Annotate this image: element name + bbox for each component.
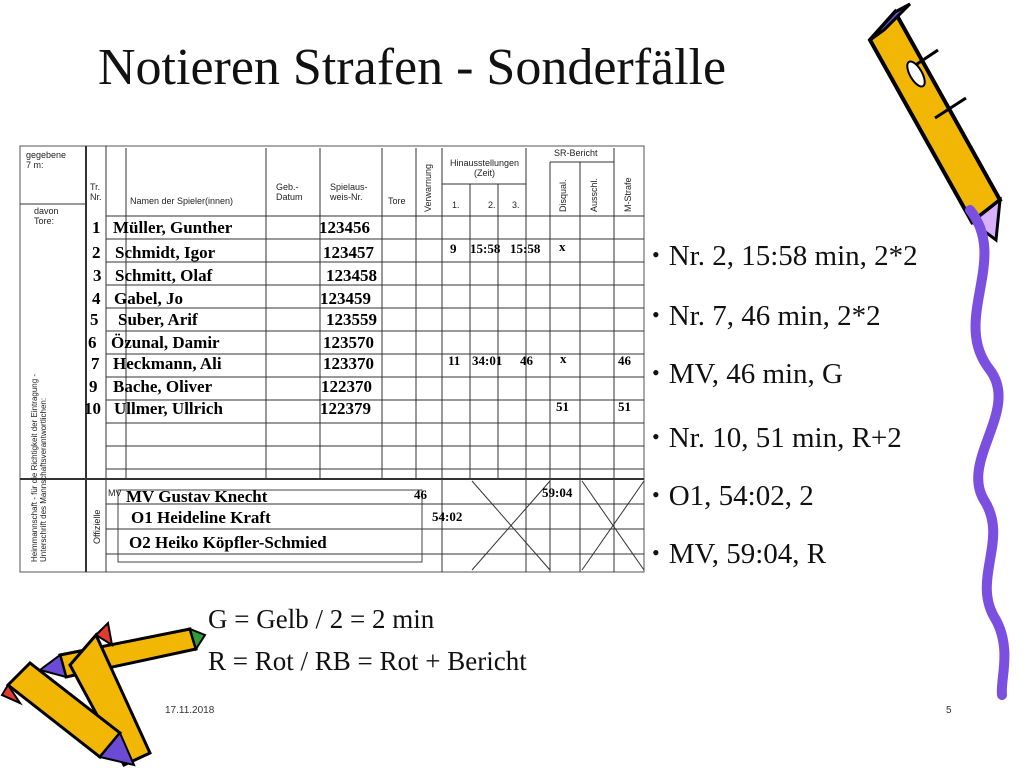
player-pass: 123457 [323,243,374,262]
official-o1: O1 Heideline Kraft [131,508,271,527]
header-geb-datum: Geb.- Datum [276,182,303,203]
header-h3: 3. [512,200,520,210]
player-nr: 2 [92,243,101,262]
header-tr-nr: Tr. Nr. [90,182,102,203]
player-nr: 4 [92,289,101,308]
bullet-item: • MV, 46 min, G [652,360,843,389]
player-pass: 122379 [320,399,371,418]
bullet-item: • MV, 59:04, R [652,540,826,569]
header-disqual: Disqual. [558,179,568,212]
player-pass: 123459 [320,289,371,308]
entry-r2-h2: 15:58 [510,241,541,256]
player-pass: 123458 [326,266,377,285]
bullet-item: • Nr. 2, 15:58 min, 2*2 [652,242,918,271]
bullet-item: • O1, 54:02, 2 [652,482,814,511]
header-h2: 2. [488,200,496,210]
header-h1: 1. [452,200,460,210]
footer-page-number: 5 [946,705,952,716]
slide-title: Notieren Strafen - Sonderfälle [98,39,727,96]
player-name: Bache, Oliver [113,377,213,396]
official-o2: O2 Heiko Köpfler-Schmied [129,533,327,552]
player-nr: 10 [84,399,101,418]
player-nr: 9 [89,377,98,396]
header-hinausstellungen: Hinausstellungen (Zeit) [450,158,520,179]
header-verwarnung: Verwarnung [423,163,433,212]
player-pass: 123370 [323,354,374,373]
header-namen: Namen der Spieler(innen) [130,196,234,206]
player-pass: 123559 [326,310,377,329]
player-name: Ullmer, Ullrich [114,399,223,418]
entry-r10-mstrafe: 51 [618,399,631,414]
player-pass: 122370 [321,377,372,396]
player-name: Özunal, Damir [111,333,220,352]
entry-r10-disqual: 51 [556,399,569,414]
entry-r2-verwarnung: 9 [450,241,457,256]
legend-line-2: R = Rot / RB = Rot + Bericht [208,646,527,676]
ribbon-decoration-icon [940,200,1024,700]
official-o1-entry: 54:02 [432,509,463,524]
player-name: Müller, Gunther [113,218,233,237]
bullet-item: • Nr. 7, 46 min, 2*2 [652,302,881,331]
entry-r2-h1: 15:58 [470,241,501,256]
official-mv-entry2: 59:04 [542,485,573,500]
player-name: Suber, Arif [118,310,198,329]
player-nr: 6 [88,333,97,352]
header-offizielle: Offizielle [92,509,102,544]
entry-r2-x: x [559,239,566,254]
player-nr: 3 [93,266,102,285]
official-mv-entry: 46 [414,487,427,502]
entry-r7-x: x [560,351,567,366]
header-tore: Tore [388,196,406,206]
player-name: Schmitt, Olaf [115,266,213,285]
official-mv: MV Gustav Knecht [126,487,268,506]
entry-r7-verwarnung: 11 [448,353,461,368]
header-davon-tore: davon Tore: [34,206,59,227]
player-name: Schmidt, Igor [115,243,216,262]
header-ausschl: Ausschl. [589,177,599,212]
player-pass: 123570 [323,333,374,352]
footer-date: 17.11.2018 [165,705,215,716]
header-heim-vertical: Heimmannschaft - für die Richtigkeit der Eintragung - Unterschrift des Mannschaftsverantwortlichen: [30,373,49,562]
legend-line-1: G = Gelb / 2 = 2 min [208,604,435,634]
player-nr: 5 [90,310,99,329]
header-spielausweis: Spielaus- weis-Nr. [330,182,368,203]
scoresheet-form [18,144,646,574]
player-nr: 1 [92,218,101,237]
player-pass: 123456 [319,218,370,237]
entry-r7-h1: 34:01 [472,353,503,368]
player-name: Gabel, Jo [114,289,183,308]
header-m-strafe: M-Strafe [623,177,633,212]
header-sr-bericht: SR-Bericht [554,148,598,158]
header-mv: MV [108,488,122,498]
player-name: Heckmann, Ali [113,354,222,373]
entry-r7-h2: 46 [520,353,533,368]
entry-r7-mstrafe: 46 [618,353,631,368]
header-gegebene: gegebene 7 m: [26,150,67,171]
player-nr: 7 [91,354,100,373]
bullet-item: • Nr. 10, 51 min, R+2 [652,424,902,453]
pencils-clipart-bottom-icon [0,615,210,768]
